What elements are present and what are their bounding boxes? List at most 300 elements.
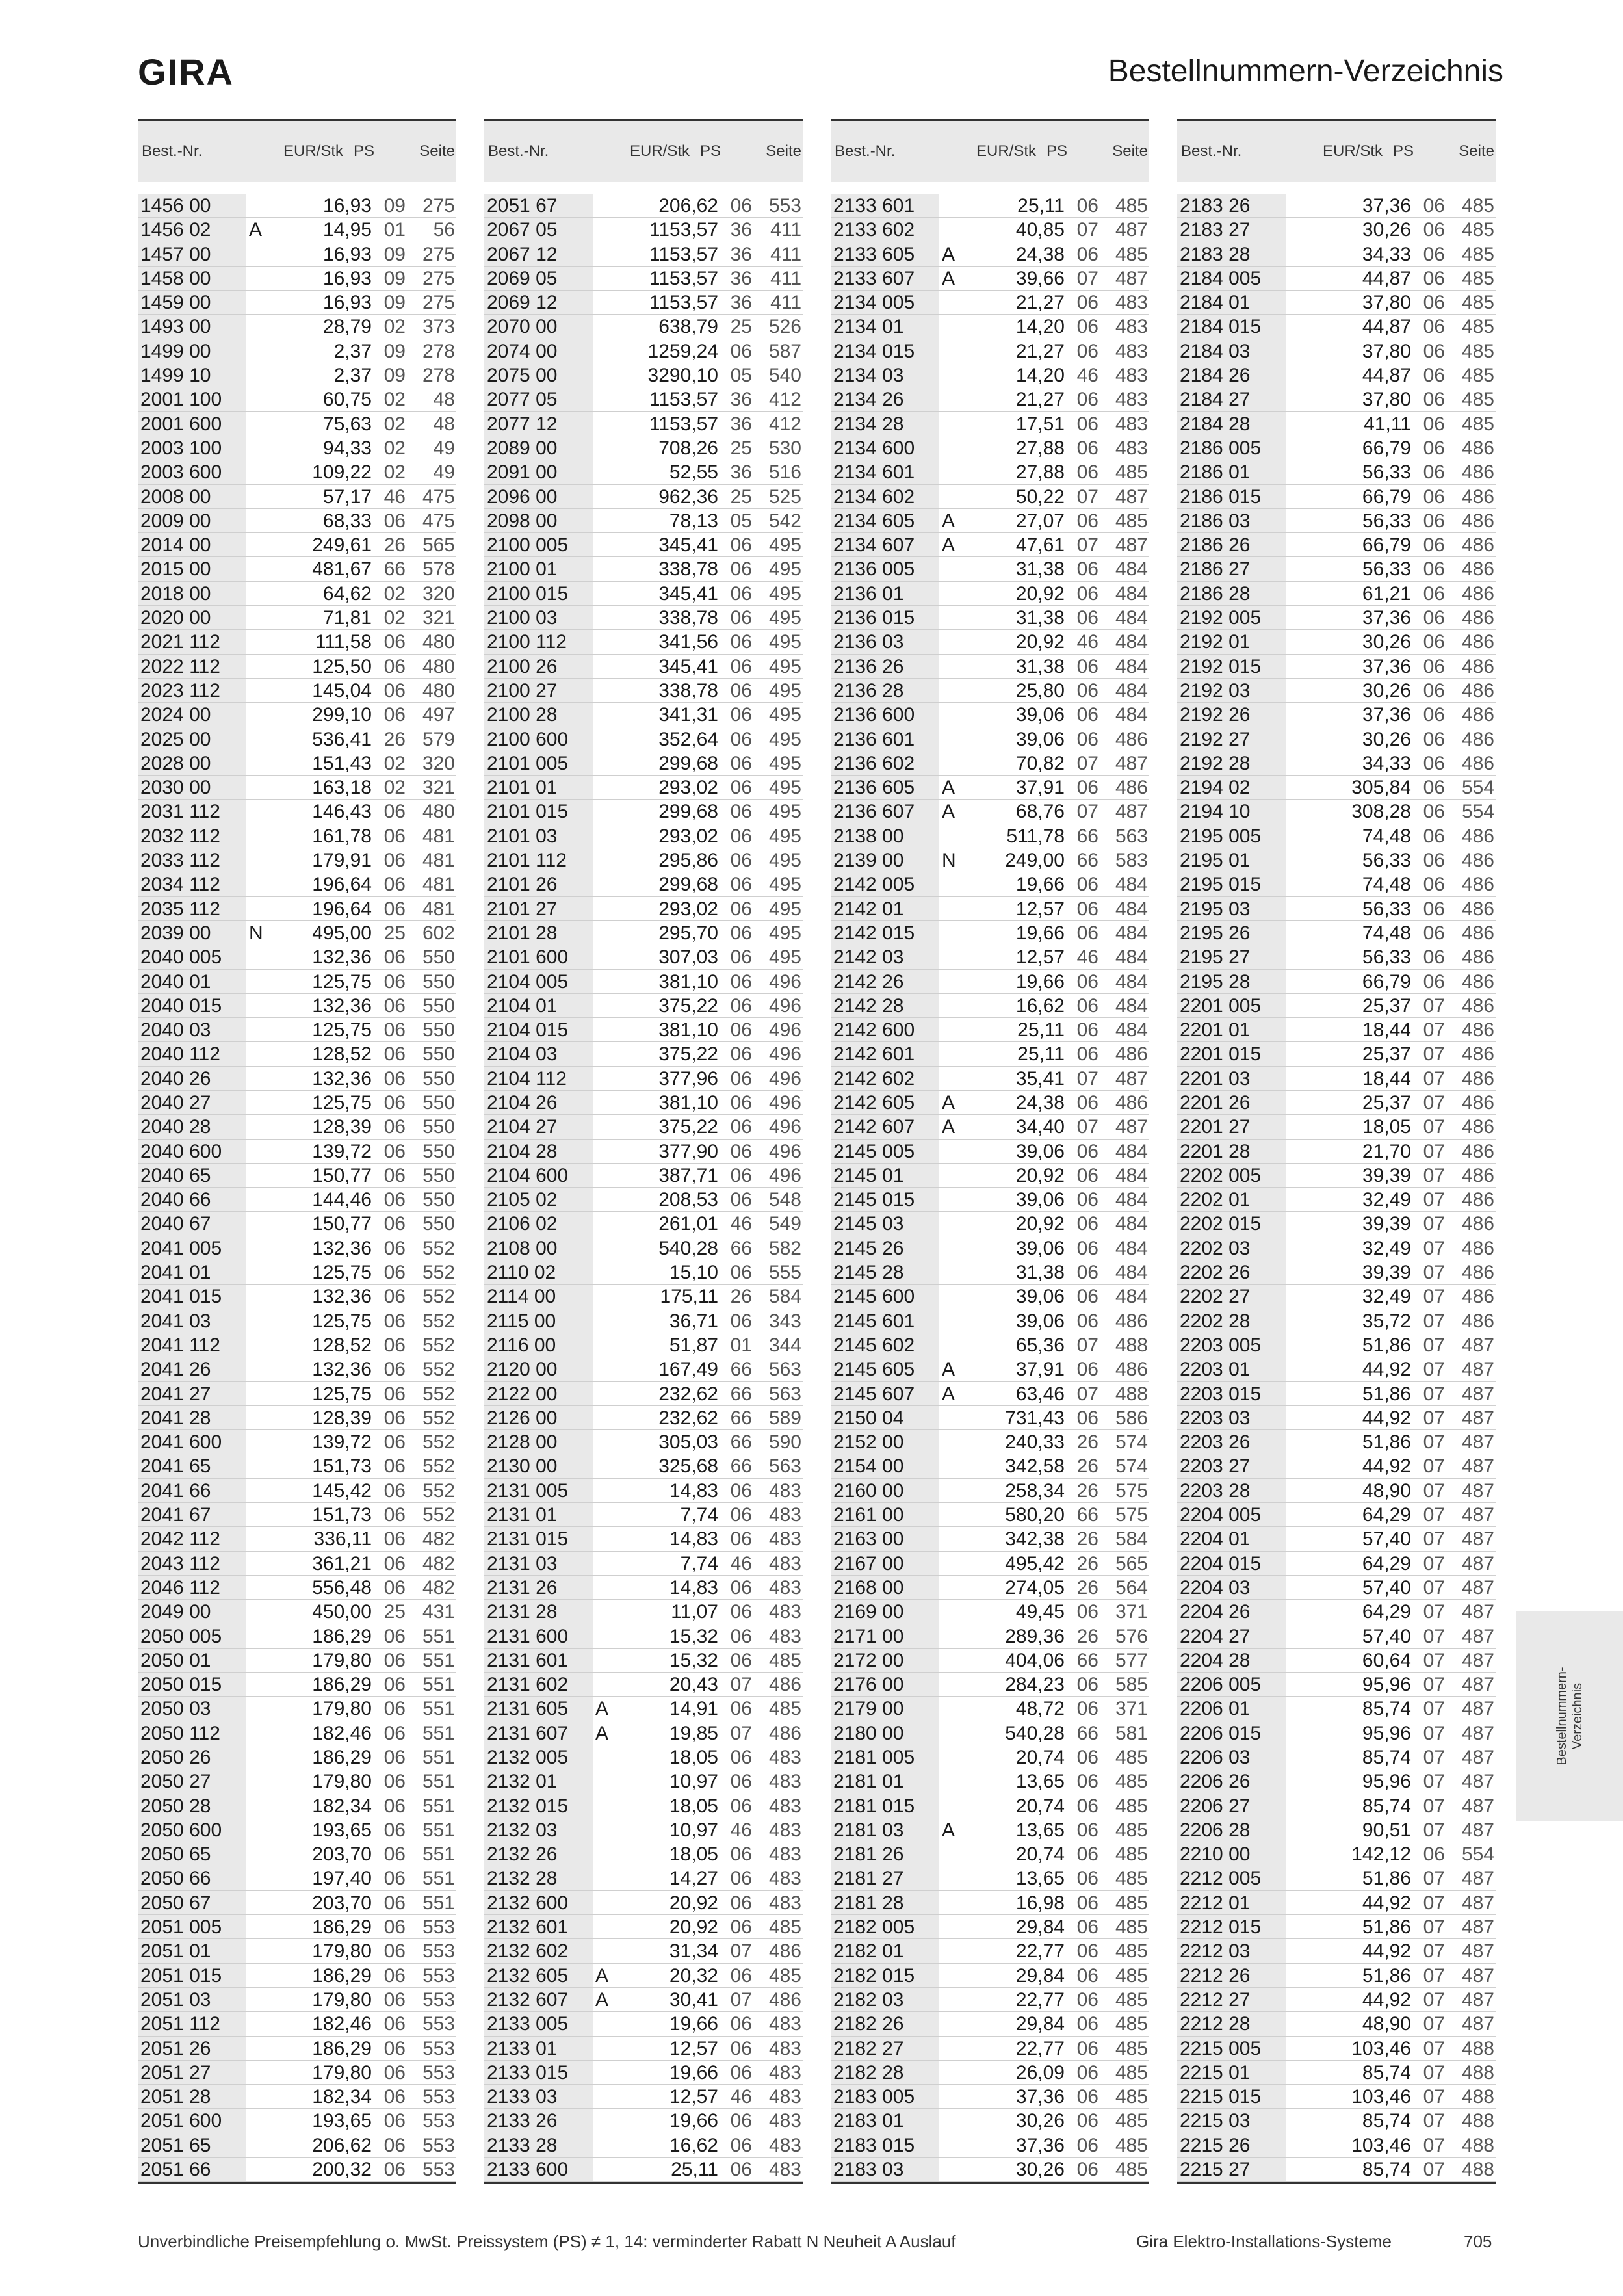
page-ref: 550 <box>422 946 455 969</box>
page-ref: 486 <box>1461 1262 1494 1284</box>
price: 20,74 <box>1015 1795 1065 1817</box>
price-system: 06 <box>730 2134 752 2156</box>
price: 345,41 <box>658 534 718 556</box>
status-flag <box>246 1115 272 1138</box>
price: 186,29 <box>312 1747 372 1768</box>
order-number: 2040 65 <box>138 1164 246 1187</box>
order-number: 2212 03 <box>1177 1939 1286 1963</box>
status-flag <box>593 582 619 605</box>
price-system: 07 <box>1423 1916 1445 1938</box>
status-flag <box>1286 921 1312 945</box>
page-ref: 495 <box>768 801 801 823</box>
status-flag <box>593 1891 619 1914</box>
order-number: 2182 28 <box>831 2061 939 2084</box>
price: 66,79 <box>1362 971 1411 993</box>
status-flag <box>246 2061 272 2084</box>
status-flag <box>246 727 272 751</box>
table-row <box>484 1600 803 1624</box>
order-number: 2039 00 <box>138 921 246 945</box>
price: 163,18 <box>312 777 372 799</box>
page-ref: 487 <box>1461 1722 1494 1744</box>
order-number: 2182 005 <box>831 1915 939 1938</box>
price: 14,27 <box>669 1868 718 1890</box>
header-best-nr: Best.-Nr. <box>1181 142 1242 160</box>
order-number: 2100 600 <box>484 727 593 751</box>
table-row <box>831 1624 1149 1649</box>
page-ref: 486 <box>1115 728 1148 750</box>
price-system: 07 <box>730 1674 752 1696</box>
table-row <box>1177 1649 1496 1673</box>
page-ref: 486 <box>1461 728 1494 750</box>
table-row <box>138 800 456 824</box>
table-row <box>484 1697 803 1721</box>
status-flag <box>1286 194 1312 217</box>
table-row <box>831 2085 1149 2109</box>
status-flag <box>939 1406 965 1429</box>
table-row <box>831 1188 1149 1212</box>
order-number: 2194 02 <box>1177 776 1286 799</box>
order-number: 2003 600 <box>138 460 246 484</box>
order-number: 2145 605 <box>831 1357 939 1381</box>
order-number: 1499 00 <box>138 339 246 363</box>
price-system: 06 <box>1076 1043 1098 1065</box>
status-flag <box>246 1357 272 1381</box>
status-flag <box>939 1600 965 1623</box>
price-system: 06 <box>1076 462 1098 484</box>
table-row <box>138 1624 456 1649</box>
page-ref: 526 <box>768 316 801 338</box>
table-row <box>831 339 1149 363</box>
status-flag <box>246 242 272 266</box>
price: 1153,57 <box>649 292 718 314</box>
price-system: 02 <box>383 607 406 629</box>
order-number: 2145 607 <box>831 1382 939 1405</box>
order-number: 2201 28 <box>1177 1140 1286 1163</box>
page-ref: 483 <box>1115 365 1148 387</box>
order-number: 2132 607 <box>484 1988 593 2011</box>
status-flag <box>1286 1842 1312 1866</box>
order-number: 2050 28 <box>138 1794 246 1818</box>
page-ref: 485 <box>1115 1795 1148 1817</box>
order-number: 2192 27 <box>1177 727 1286 751</box>
price-system: 01 <box>730 1334 752 1356</box>
price: 962,36 <box>658 486 718 508</box>
price: 208,53 <box>658 1189 718 1211</box>
price: 19,66 <box>1015 874 1065 896</box>
table-row <box>831 1382 1149 1406</box>
table-row <box>1177 242 1496 267</box>
price: 1259,24 <box>647 340 718 362</box>
order-number: 2195 01 <box>1177 848 1286 872</box>
order-number: 2195 26 <box>1177 921 1286 945</box>
price-system: 06 <box>730 825 752 847</box>
price-system: 07 <box>1423 1164 1445 1186</box>
order-number: 2142 01 <box>831 897 939 920</box>
table-row <box>138 1479 456 1503</box>
table-row <box>831 387 1149 411</box>
order-number: 2182 27 <box>831 2037 939 2060</box>
order-number: 2014 00 <box>138 533 246 556</box>
price: 39,66 <box>1015 267 1065 289</box>
order-number: 2192 01 <box>1177 630 1286 653</box>
table-row <box>1177 315 1496 339</box>
status-flag <box>1286 751 1312 775</box>
order-number: 2069 12 <box>484 291 593 314</box>
status-flag <box>939 1479 965 1502</box>
status-flag <box>246 1794 272 1818</box>
status-flag <box>1286 1115 1312 1138</box>
price-system: 06 <box>1423 801 1445 823</box>
table-row <box>138 1769 456 1794</box>
price: 51,86 <box>1362 1431 1411 1454</box>
page-ref: 485 <box>1115 1916 1148 1938</box>
page-ref: 486 <box>1115 777 1148 799</box>
price: 85,74 <box>1362 2159 1411 2181</box>
table-row <box>831 776 1149 800</box>
order-number: 2134 601 <box>831 460 939 484</box>
price-system: 07 <box>1423 1504 1445 1526</box>
order-number: 2204 01 <box>1177 1527 1286 1550</box>
status-flag <box>1286 655 1312 678</box>
status-flag <box>939 1552 965 1575</box>
status-flag <box>593 630 619 653</box>
table-row <box>831 1915 1149 1939</box>
status-flag <box>1286 1988 1312 2011</box>
page-ref: 486 <box>768 1989 801 2011</box>
price: 186,29 <box>312 2037 372 2059</box>
order-number: 2133 600 <box>484 2158 593 2181</box>
order-number: 2204 26 <box>1177 1600 1286 1623</box>
price: 381,10 <box>658 1019 718 1041</box>
status-flag <box>593 2133 619 2157</box>
status-flag <box>246 339 272 363</box>
table-row <box>484 1842 803 1866</box>
price-system: 07 <box>1423 2086 1445 2108</box>
page-ref: 585 <box>1115 1674 1148 1696</box>
table-row <box>138 1721 456 1745</box>
page-ref: 483 <box>768 1892 801 1914</box>
page-ref: 484 <box>1115 582 1148 605</box>
page-ref: 586 <box>1115 1407 1148 1429</box>
status-flag <box>1286 1964 1312 1987</box>
status-flag <box>1286 460 1312 484</box>
price-system: 06 <box>383 1964 406 1987</box>
price: 12,57 <box>1015 898 1065 920</box>
page-ref: 486 <box>1461 1019 1494 1041</box>
footer-company: Gira Elektro-Installations-Systeme <box>1136 2232 1392 2251</box>
page-ref: 487 <box>1461 1771 1494 1793</box>
page-ref: 553 <box>768 195 801 216</box>
order-number: 2136 601 <box>831 727 939 751</box>
order-number: 2131 03 <box>484 1552 593 1575</box>
price-system: 06 <box>730 801 752 823</box>
price-system: 06 <box>730 1964 752 1987</box>
order-number: 2041 28 <box>138 1406 246 1429</box>
price-system: 07 <box>1076 1116 1098 1138</box>
price: 37,80 <box>1362 389 1411 411</box>
page-ref: 485 <box>768 1964 801 1987</box>
price: 404,06 <box>1005 1649 1065 1671</box>
price-system: 06 <box>383 1455 406 1478</box>
status-flag <box>246 412 272 436</box>
status-flag <box>939 1333 965 1357</box>
status-flag <box>246 460 272 484</box>
page-ref: 483 <box>768 2013 801 2035</box>
page-ref: 485 <box>1115 1844 1148 1866</box>
page-ref: 278 <box>422 340 455 362</box>
page-ref: 484 <box>1115 631 1148 653</box>
order-number: 2091 00 <box>484 460 593 484</box>
page-ref: 483 <box>1115 316 1148 338</box>
page-ref: 487 <box>1461 1964 1494 1987</box>
page-ref: 553 <box>422 1916 455 1938</box>
price-system: 66 <box>730 1455 752 1478</box>
price: 345,41 <box>658 582 718 605</box>
price-system: 06 <box>1076 2037 1098 2059</box>
table-row <box>1177 1673 1496 1697</box>
order-number: 2195 03 <box>1177 897 1286 920</box>
price: 20,92 <box>669 1916 718 1938</box>
price: 299,68 <box>658 752 718 774</box>
table-row <box>138 1382 456 1406</box>
table-row <box>1177 1552 1496 1576</box>
page-ref: 486 <box>1115 1310 1148 1332</box>
table-row <box>831 606 1149 630</box>
status-flag <box>246 679 272 702</box>
page-ref: 485 <box>1115 1892 1148 1914</box>
order-number: 2186 01 <box>1177 460 1286 484</box>
price-system: 06 <box>1076 704 1098 726</box>
order-number: 2130 00 <box>484 1454 593 1478</box>
price: 182,46 <box>312 2013 372 2035</box>
order-number: 2050 66 <box>138 1866 246 1890</box>
status-flag <box>246 533 272 556</box>
order-number: 2204 005 <box>1177 1503 1286 1526</box>
status-flag <box>246 1964 272 1987</box>
page-ref: 487 <box>1115 1116 1148 1138</box>
order-number: 2134 03 <box>831 363 939 387</box>
price: 145,04 <box>312 679 372 701</box>
order-number: 2181 27 <box>831 1866 939 1890</box>
status-flag <box>1286 1479 1312 1502</box>
price-system: 06 <box>1423 292 1445 314</box>
price: 150,77 <box>312 1164 372 1186</box>
price-system: 66 <box>730 1237 752 1259</box>
status-flag <box>593 1624 619 1648</box>
price: 39,06 <box>1015 1310 1065 1332</box>
table-row <box>484 1891 803 1915</box>
price-system: 06 <box>1076 1771 1098 1793</box>
status-flag <box>593 1236 619 1260</box>
price-system: 06 <box>383 1237 406 1259</box>
page-ref: 553 <box>422 1989 455 2011</box>
status-flag <box>246 1527 272 1550</box>
price: 61,21 <box>1362 582 1411 605</box>
page-ref: 412 <box>768 413 801 435</box>
status-flag <box>939 872 965 896</box>
order-number: 2075 00 <box>484 363 593 387</box>
page-ref: 278 <box>422 365 455 387</box>
price-system: 06 <box>1076 2086 1098 2108</box>
page-ref: 487 <box>1461 1334 1494 1356</box>
price-system: 06 <box>730 1091 752 1114</box>
table-header <box>484 119 803 182</box>
table-row <box>1177 1236 1496 1260</box>
page-ref: 551 <box>422 1674 455 1696</box>
page-ref: 483 <box>768 1504 801 1526</box>
page-ref: 575 <box>1115 1480 1148 1502</box>
order-number: 2050 27 <box>138 1769 246 1793</box>
order-number: 2101 015 <box>484 800 593 823</box>
table-row <box>138 291 456 315</box>
price-system: 06 <box>730 2061 752 2083</box>
status-flag <box>1286 412 1312 436</box>
table-row <box>831 824 1149 848</box>
order-number: 2182 26 <box>831 2012 939 2035</box>
price-system: 07 <box>1423 1576 1445 1598</box>
page-ref: 488 <box>1461 2037 1494 2059</box>
table-row <box>1177 1697 1496 1721</box>
header-page: Seite <box>1112 142 1148 160</box>
price: 85,74 <box>1362 1747 1411 1768</box>
order-number: 2201 03 <box>1177 1067 1286 1090</box>
status-flag: A <box>942 534 955 556</box>
price-system: 06 <box>730 752 752 774</box>
price: 305,84 <box>1351 777 1411 799</box>
price-system: 06 <box>383 1213 406 1235</box>
page-ref: 484 <box>1115 1237 1148 1259</box>
price: 540,28 <box>658 1237 718 1259</box>
page-ref: 551 <box>422 1649 455 1671</box>
order-number: 2186 28 <box>1177 582 1286 605</box>
price: 44,92 <box>1362 1989 1411 2011</box>
price: 336,11 <box>313 1528 372 1550</box>
page-ref: 486 <box>1461 1116 1494 1138</box>
status-flag <box>1286 1333 1312 1357</box>
page-ref: 552 <box>422 1407 455 1429</box>
order-number: 2104 112 <box>484 1067 593 1090</box>
order-number: 2142 602 <box>831 1067 939 1090</box>
table-row <box>138 242 456 267</box>
page-ref: 565 <box>422 534 455 556</box>
order-number: 2145 005 <box>831 1140 939 1163</box>
order-number: 2131 01 <box>484 1503 593 1526</box>
price-system: 06 <box>730 1067 752 1089</box>
order-number: 2142 601 <box>831 1042 939 1065</box>
price: 51,86 <box>1362 1868 1411 1890</box>
table-row <box>484 291 803 315</box>
page-ref: 487 <box>1461 1698 1494 1720</box>
status-flag <box>1286 1915 1312 1938</box>
table-row <box>1177 387 1496 411</box>
price: 299,10 <box>312 704 372 726</box>
status-flag: A <box>942 1116 955 1138</box>
price-system: 07 <box>1423 1674 1445 1696</box>
table-row <box>138 1406 456 1430</box>
price-system: 07 <box>1076 752 1098 774</box>
table-row <box>484 1091 803 1115</box>
page-ref: 574 <box>1115 1431 1148 1454</box>
price: 14,83 <box>669 1528 718 1550</box>
price: 103,46 <box>1351 2037 1411 2059</box>
page-ref: 497 <box>422 704 455 726</box>
table-row <box>831 872 1149 896</box>
price: 249,61 <box>312 534 372 556</box>
status-flag: N <box>942 850 956 872</box>
status-flag <box>1286 1673 1312 1696</box>
table-row <box>484 460 803 484</box>
price-system: 06 <box>730 922 752 944</box>
price: 44,87 <box>1362 365 1411 387</box>
order-number: 2033 112 <box>138 848 246 872</box>
page-ref: 486 <box>1115 1043 1148 1065</box>
status-flag <box>1286 727 1312 751</box>
table-row <box>831 242 1149 267</box>
order-number: 2142 015 <box>831 921 939 945</box>
order-number: 2145 601 <box>831 1309 939 1333</box>
table-row <box>1177 1042 1496 1066</box>
page-ref: 487 <box>1115 534 1148 556</box>
price: 232,62 <box>658 1407 718 1429</box>
price: 293,02 <box>658 825 718 847</box>
price-system: 06 <box>1076 1286 1098 1308</box>
price: 206,62 <box>658 195 718 216</box>
order-number: 2131 015 <box>484 1527 593 1550</box>
page-ref: 486 <box>1461 874 1494 896</box>
table-row <box>484 1357 803 1381</box>
table-row <box>484 1236 803 1260</box>
order-number: 2145 602 <box>831 1333 939 1357</box>
price: 200,32 <box>312 2159 372 2181</box>
price-system: 06 <box>383 1334 406 1356</box>
section-tab[interactable] <box>1516 1611 1623 1821</box>
order-number: 2133 01 <box>484 2037 593 2060</box>
status-flag <box>939 363 965 387</box>
status-flag <box>939 291 965 314</box>
price: 1153,57 <box>649 243 718 265</box>
table-row <box>138 1673 456 1697</box>
price-system: 06 <box>1423 219 1445 241</box>
price-system: 06 <box>1076 1237 1098 1259</box>
price: 15,10 <box>669 1262 718 1284</box>
price-system: 09 <box>383 243 406 265</box>
page-ref: 488 <box>1115 1334 1148 1356</box>
price-system: 66 <box>383 558 406 581</box>
status-flag <box>246 1576 272 1599</box>
page-ref: 549 <box>768 1213 801 1235</box>
price-system: 05 <box>730 510 752 532</box>
price: 381,10 <box>658 1091 718 1114</box>
table-row <box>831 557 1149 581</box>
price: 146,43 <box>312 801 372 823</box>
page-ref: 551 <box>422 1771 455 1793</box>
price: 48,72 <box>1015 1698 1065 1720</box>
price: 179,80 <box>312 1940 372 1963</box>
price-system: 02 <box>383 582 406 605</box>
page-ref: 49 <box>433 437 455 459</box>
table-row <box>484 1115 803 1139</box>
table-row <box>484 994 803 1018</box>
order-number: 2212 27 <box>1177 1988 1286 2011</box>
order-number: 2023 112 <box>138 679 246 702</box>
table-row <box>484 1382 803 1406</box>
price-system: 06 <box>1423 510 1445 532</box>
order-number: 2171 00 <box>831 1624 939 1648</box>
price: 536,41 <box>312 728 372 750</box>
status-flag <box>246 2012 272 2035</box>
page-ref: 320 <box>422 752 455 774</box>
order-number: 2040 27 <box>138 1091 246 1114</box>
